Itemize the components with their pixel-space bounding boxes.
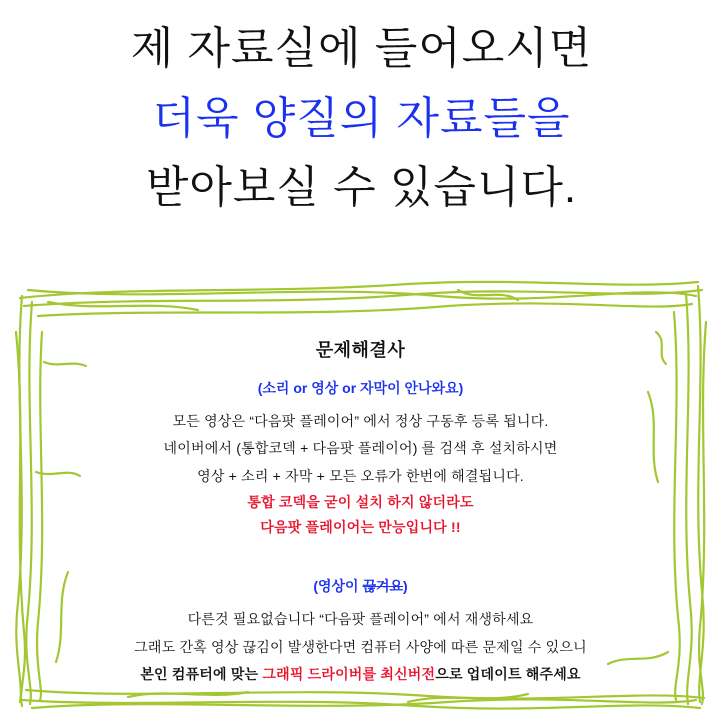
section1-emphasis-1: 통합 코덱을 굳이 설치 하지 않더라도 — [247, 493, 474, 510]
section2-heading-prefix: (영상이 — [313, 578, 363, 595]
section2-last-part3: 으로 업데이트 해주세요 — [435, 665, 581, 682]
section1-line-3: 영상 + 소리 + 자막 + 모든 오류가 한번에 해결됩니다. — [197, 467, 524, 484]
section2-heading-suffix: ) — [403, 578, 408, 595]
section2-last-part1: 본인 컴퓨터에 맞는 — [140, 665, 263, 682]
section2-line-1: 다른것 필요없습니다 “다음팟 플레이어” 에서 재생하세요 — [187, 611, 534, 628]
section1-emphasis-2: 다음팟 플레이어는 만능입니다 !! — [260, 519, 461, 536]
section2-last-line — [8, 661, 713, 688]
headline-line-3: 받아보실 수 있습니다. — [145, 163, 578, 213]
section2-heading-strike: 끊겨요 — [362, 578, 404, 595]
content-block — [8, 272, 713, 712]
section-divider-space — [8, 540, 713, 562]
headline-line-2: 더욱 양질의 자료들을 — [152, 93, 571, 143]
headline-block — [0, 14, 723, 223]
section1-line-1: 모든 영상은 “다음팟 플레이어” 에서 정상 구동후 등록 됩니다. — [172, 413, 549, 429]
section2-line-2: 그래도 간혹 영상 끊김이 발생한다면 컴퓨터 사양에 따른 문제일 수 있으니 — [134, 638, 587, 655]
section1-line-2: 네이버에서 (통합코덱 + 다음팟 플레이어) 를 검색 후 설치하시면 — [163, 440, 558, 457]
section2-last-part2: 그래픽 드라이버를 최신버전 — [262, 665, 436, 682]
section1-heading: (소리 or 영상 or 자막이 안나와요) — [257, 380, 464, 396]
headline-line-1: 제 자료실에 들어오시면 — [130, 24, 593, 73]
document-title: 문제해결사 — [315, 340, 406, 360]
section2-heading — [8, 576, 713, 596]
